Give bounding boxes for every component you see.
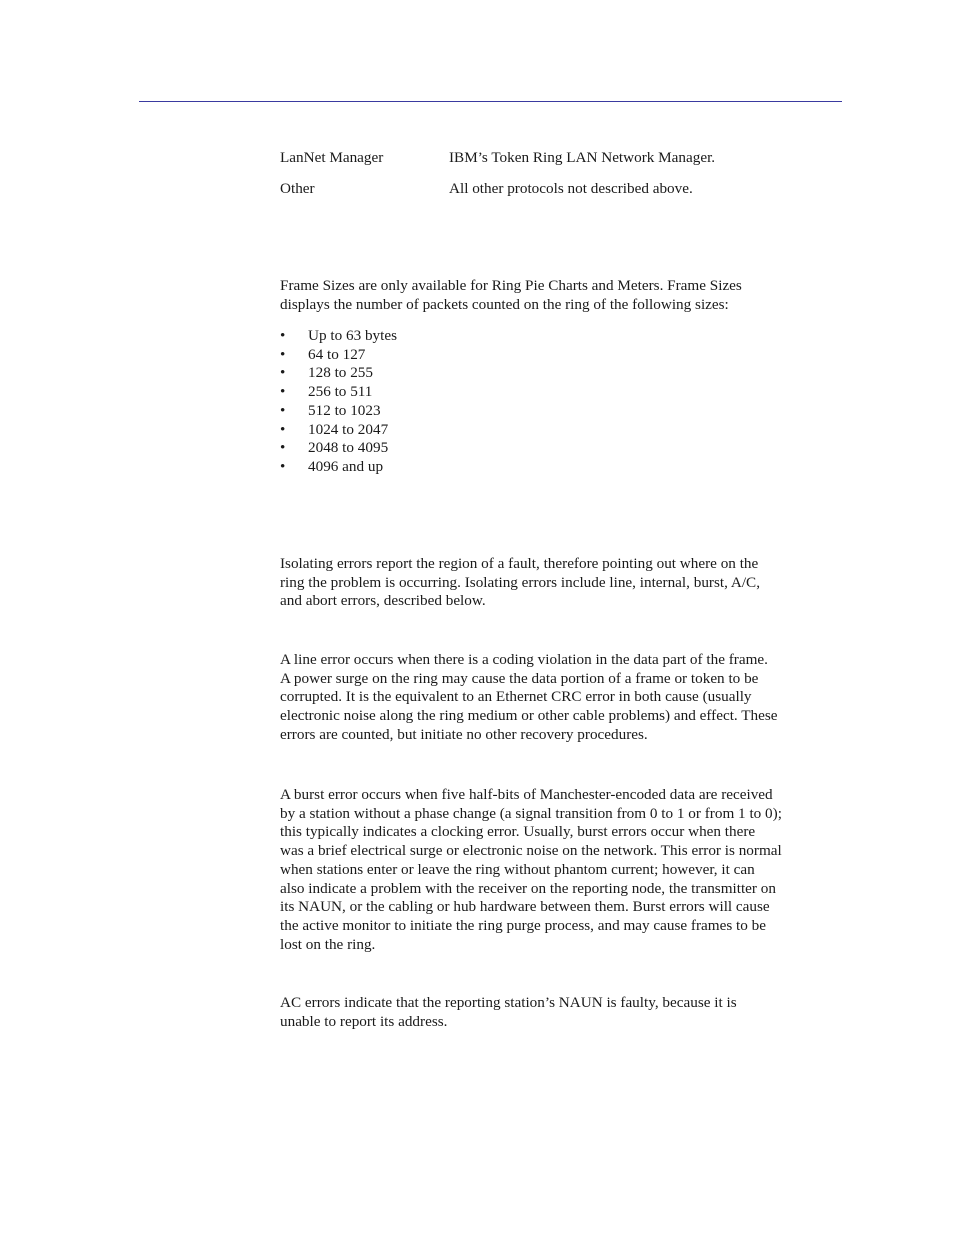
list-item-text: 1024 to 2047 <box>308 420 389 438</box>
paragraph-line: ring the problem is occurring. Isolating errors include line, internal, burst, A/C, <box>280 573 760 591</box>
list-item-text: Up to 63 bytes <box>308 327 398 344</box>
paragraph-line: when stations enter or leave the ring without phantom current; however, it can <box>280 860 755 878</box>
isolating-errors-paragraph <box>280 555 842 611</box>
paragraph-line: unable to report its address. <box>280 1012 448 1030</box>
protocol-term-other: Other <box>280 180 315 197</box>
bullet-icon: • <box>280 439 286 457</box>
list-item-text: 64 to 127 <box>308 345 366 363</box>
protocol-definition-lannet: IBM’s Token Ring LAN Network Manager. <box>449 149 716 166</box>
header-rule <box>139 101 842 102</box>
paragraph-line: A line error occurs when there is a coding violation in the data part of the frame. <box>280 651 768 668</box>
line-error-paragraph <box>280 651 842 745</box>
paragraph-line: was a brief electrical surge or electronic noise on the network. This error is normal <box>280 842 782 860</box>
bullet-icon: • <box>280 420 286 438</box>
paragraph-line: electronic noise along the ring medium or other cable problems) and effect. These <box>280 707 778 725</box>
bullet-icon: • <box>280 327 286 344</box>
protocol-definition-other: All other protocols not described above. <box>449 180 693 197</box>
paragraph-line: also indicate a problem with the receiver on the reporting node, the transmitter on <box>280 879 776 897</box>
list-item <box>280 327 397 346</box>
list-item <box>280 458 397 477</box>
burst-error-paragraph <box>280 786 842 954</box>
paragraph-line: A burst error occurs when five half-bits of Manchester-encoded data are received <box>280 786 773 803</box>
paragraph-line: by a station without a phase change (a signal transition from 0 to 1 or from 1 to 0); <box>280 804 782 822</box>
list-item <box>280 364 397 383</box>
list-item-text: 128 to 255 <box>308 364 373 382</box>
bullet-icon: • <box>280 345 286 363</box>
paragraph-line: A power surge on the ring may cause the data portion of a frame or token to be <box>280 669 759 687</box>
paragraph-line: the active monitor to initiate the ring purge process, and may cause frames to be <box>280 916 766 934</box>
paragraph-line: displays the number of packets counted on the ring of the following sizes: <box>280 295 729 313</box>
paragraph-line: AC errors indicate that the reporting station’s NAUN is faulty, because it is <box>280 994 737 1011</box>
paragraph-line: its NAUN, or the cabling or hub hardware between them. Burst errors will cause <box>280 898 770 916</box>
paragraph-line: lost on the ring. <box>280 935 376 953</box>
frame-sizes-paragraph <box>280 277 842 314</box>
paragraph-line: Isolating errors report the region of a fault, therefore pointing out where on the <box>280 555 759 572</box>
ac-error-paragraph <box>280 994 842 1031</box>
list-item-text: 256 to 511 <box>308 383 373 401</box>
list-item <box>280 383 397 402</box>
bullet-icon: • <box>280 401 286 419</box>
frame-sizes-list <box>280 327 397 477</box>
paragraph-line: corrupted. It is the equivalent to an Ethernet CRC error in both cause (usually <box>280 688 752 706</box>
list-item-text: 512 to 1023 <box>308 401 381 419</box>
protocol-term-lannet: LanNet Manager <box>280 149 384 166</box>
paragraph-line: errors are counted, but initiate no other recovery procedures. <box>280 725 648 743</box>
list-item <box>280 439 397 458</box>
paragraph-line: this typically indicates a clocking error. Usually, burst errors occur when there <box>280 823 756 841</box>
paragraph-line: Frame Sizes are only available for Ring Pie Charts and Meters. Frame Sizes <box>280 277 742 294</box>
bullet-icon: • <box>280 364 286 382</box>
list-item <box>280 402 397 421</box>
bullet-icon: • <box>280 383 286 401</box>
list-item <box>280 346 397 365</box>
list-item-text: 4096 and up <box>308 457 384 475</box>
list-item <box>280 421 397 440</box>
list-item-text: 2048 to 4095 <box>308 439 389 457</box>
paragraph-line: and abort errors, described below. <box>280 592 486 610</box>
bullet-icon: • <box>280 457 286 475</box>
